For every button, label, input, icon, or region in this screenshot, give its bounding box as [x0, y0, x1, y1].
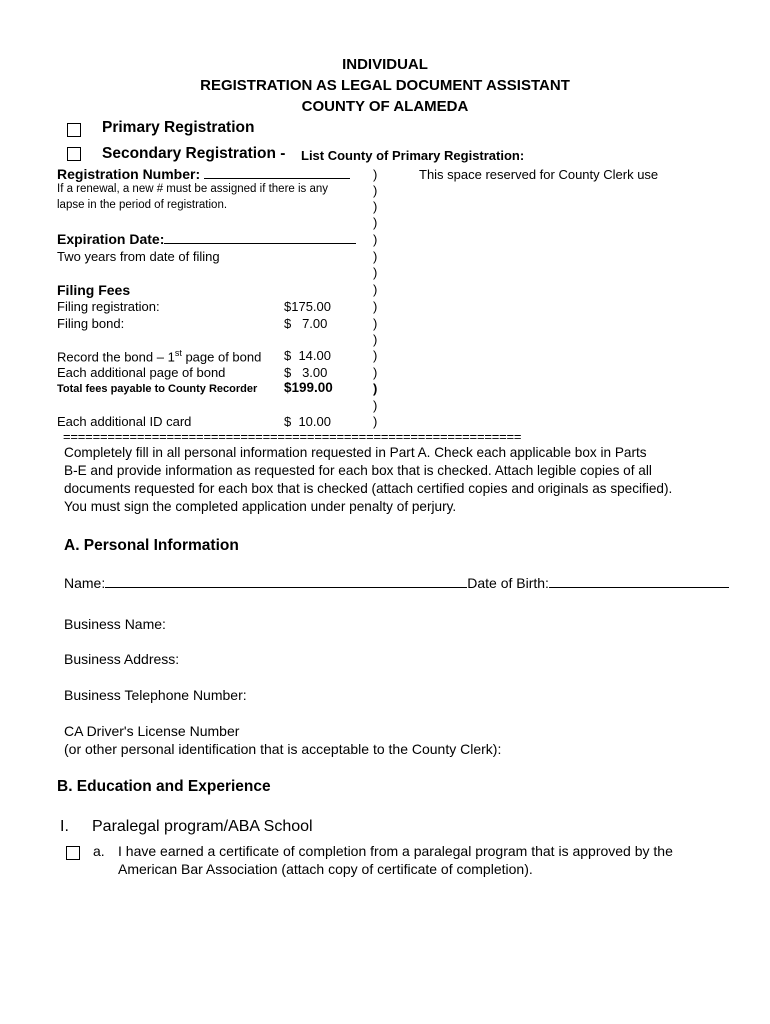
expiration-note: Two years from date of filing	[57, 249, 220, 264]
bracket-paren: )	[373, 199, 378, 214]
title-line-3: COUNTY OF ALAMEDA	[301, 98, 469, 115]
expiration-date-field[interactable]	[164, 231, 356, 244]
expiration-date-text: Expiration Date:	[57, 231, 165, 247]
registration-number-note-2: lapse in the period of registration.	[57, 199, 228, 211]
license-label-line-2: (or other personal identification that is acceptable to the County Clerk):	[64, 741, 502, 757]
instructions-line-4: You must sign the completed application under penalty of perjury.	[64, 499, 457, 514]
record-bond-text-a: Record the bond – 1	[57, 349, 175, 365]
license-label-line-1: CA Driver's License Number	[64, 723, 240, 739]
business-name-label: Business Name:	[64, 616, 166, 632]
business-address-label: Business Address:	[64, 651, 180, 667]
item-a-line-1: I have earned a certificate of completion from a paralegal program that is approved by the	[118, 843, 673, 859]
instructions-line-1: Completely fill in all personal information requested in Part A. Check each applicable box in Parts	[64, 445, 647, 460]
total-fees-label: Total fees payable to County Recorder	[57, 383, 258, 395]
subsection-number: I.	[60, 818, 69, 835]
section-b-heading: B. Education and Experience	[57, 778, 271, 795]
registration-number-field[interactable]	[204, 166, 350, 179]
record-bond-amount: $ 14.00	[284, 348, 331, 363]
secondary-registration-label: Secondary Registration -	[102, 145, 286, 162]
name-row	[64, 575, 729, 591]
filing-fees-heading: Filing Fees	[57, 282, 131, 298]
bracket-paren: )	[373, 232, 378, 247]
bracket-paren: )	[373, 167, 378, 182]
filing-bond-amount: $ 7.00	[284, 316, 328, 331]
bracket-paren: )	[373, 249, 378, 264]
bracket-paren: )	[373, 299, 378, 314]
primary-registration-label: Primary Registration	[102, 119, 255, 136]
additional-page-amount: $ 3.00	[284, 365, 328, 380]
total-fees-amount: $199.00	[284, 380, 333, 395]
bracket-paren: )	[373, 316, 378, 331]
instructions-line-2: B-E and provide information as requested for each box that is checked. Attach legible copies of all	[64, 463, 652, 478]
date-of-birth-label: Date of Birth:	[467, 575, 549, 591]
section-a-heading: A. Personal Information	[64, 537, 239, 554]
primary-registration-checkbox[interactable]	[67, 123, 81, 137]
separator-line: ==============================================================	[63, 429, 522, 444]
business-phone-label: Business Telephone Number:	[64, 687, 247, 703]
expiration-date-label	[57, 231, 356, 247]
secondary-registration-note: List County of Primary Registration:	[301, 148, 525, 163]
bracket-paren: )	[373, 215, 378, 230]
bracket-paren: )	[373, 381, 378, 396]
bracket-paren: )	[373, 282, 378, 297]
registration-number-label	[57, 166, 350, 182]
id-card-amount: $ 10.00	[284, 414, 331, 429]
bracket-paren: )	[373, 414, 378, 429]
aba-certificate-checkbox[interactable]	[66, 846, 80, 860]
bracket-paren: )	[373, 398, 378, 413]
filing-bond-label: Filing bond:	[57, 316, 125, 331]
secondary-registration-checkbox[interactable]	[67, 147, 81, 161]
record-bond-label	[57, 348, 261, 364]
id-card-label: Each additional ID card	[57, 414, 192, 429]
additional-page-label: Each additional page of bond	[57, 365, 226, 380]
name-label: Name:	[64, 575, 106, 591]
date-of-birth-field[interactable]	[549, 575, 729, 588]
registration-number-text: Registration Number:	[57, 166, 201, 182]
name-field[interactable]	[105, 575, 467, 588]
subsection-paralegal-label: Paralegal program/ABA School	[92, 818, 313, 835]
record-bond-text-b: page of bond	[181, 349, 262, 365]
clerk-reserved-note: This space reserved for County Clerk use	[419, 167, 659, 182]
bracket-paren: )	[373, 183, 378, 198]
item-a-line-2: American Bar Association (attach copy of certificate of completion).	[118, 861, 533, 877]
item-a-letter: a.	[93, 843, 105, 859]
registration-number-note-1: If a renewal, a new # must be assigned if there is any	[57, 183, 329, 195]
record-bond-superscript: st	[174, 348, 182, 358]
title-line-2: REGISTRATION AS LEGAL DOCUMENT ASSISTANT	[200, 77, 570, 94]
filing-registration-label: Filing registration:	[57, 299, 160, 314]
bracket-paren: )	[373, 332, 378, 347]
bracket-paren: )	[373, 265, 378, 280]
bracket-paren: )	[373, 348, 378, 363]
bracket-paren: )	[373, 365, 378, 380]
filing-registration-amount: $175.00	[284, 299, 331, 314]
instructions-line-3: documents requested for each box that is checked (attach certified copies and originals as specified).	[64, 481, 673, 496]
title-line-1: INDIVIDUAL	[342, 56, 428, 73]
